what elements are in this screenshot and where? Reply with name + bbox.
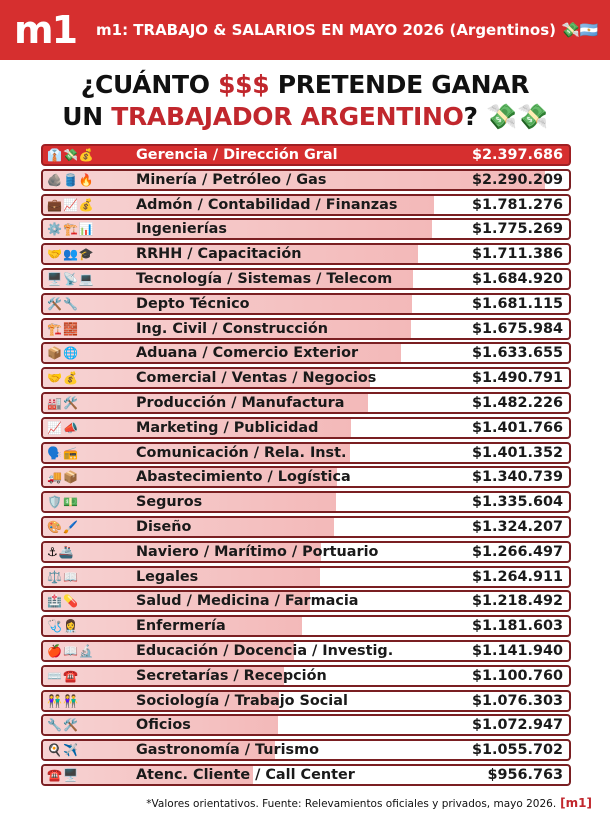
category-label: Sociología / Trabajo Social: [136, 692, 348, 709]
category-label: Ingenierías: [136, 221, 227, 238]
salary-value-label: $1.775.269: [471, 221, 563, 238]
salary-row: [41, 714, 571, 736]
salary-row: [41, 392, 571, 414]
salary-row: [41, 169, 571, 191]
category-icons: 🏗️🧱: [47, 321, 79, 336]
category-icons: 🖥️📡💻: [47, 271, 95, 286]
category-icons: ⚙️🏗️📊: [47, 222, 95, 237]
salary-row: [41, 566, 571, 588]
category-icons: 💼📈💰: [47, 197, 95, 212]
header-bar: [0, 0, 610, 60]
salary-value-label: $1.482.226: [471, 394, 563, 411]
headline-2-accent: TRABAJADOR ARGENTINO: [111, 102, 464, 131]
category-label: Salud / Medicina / Farmacia: [136, 593, 359, 610]
category-icons: 👫👫: [47, 693, 79, 708]
category-label: Minería / Petróleo / Gas: [136, 171, 327, 188]
category-icons: 🏭🛠️: [47, 395, 79, 410]
category-label: Atenc. Cliente / Call Center: [136, 766, 355, 783]
salary-row: [41, 466, 571, 488]
salary-value-label: $1.681.115: [471, 295, 563, 312]
category-label: Diseño: [136, 518, 192, 535]
category-label: Ing. Civil / Construcción: [136, 320, 328, 337]
category-icons: 🪨🛢️🔥: [47, 172, 95, 187]
salary-row: [41, 243, 571, 265]
salary-value-label: $1.781.276: [471, 196, 563, 213]
salary-row: [41, 491, 571, 513]
salary-value-label: $1.100.760: [471, 667, 563, 684]
salary-value-label: $1.141.940: [471, 642, 563, 659]
salary-value-label: $1.340.739: [471, 469, 563, 486]
category-label: Aduana / Comercio Exterior: [136, 345, 359, 362]
category-icons: 👔💸💰: [47, 148, 95, 162]
category-label: Naviero / Marítimo / Portuario: [136, 543, 379, 560]
salary-row: [41, 739, 571, 761]
category-icons: 🎨🖌️: [47, 519, 79, 534]
category-label: Depto Técnico: [136, 295, 250, 312]
salary-row: [41, 417, 571, 439]
salary-value-label: $2.290.209: [471, 171, 563, 188]
salary-row: [41, 144, 571, 166]
headline-2-prefix: UN: [62, 102, 112, 131]
salary-value-label: $2.397.686: [471, 147, 563, 163]
footnote-text: *Valores orientativos. Fuente: Relevamientos oficiales y privados, mayo 2026.: [146, 798, 557, 810]
category-label: Seguros: [136, 494, 203, 511]
salary-row: [41, 640, 571, 662]
category-icons: 🛡️💵: [47, 495, 79, 510]
salary-row: [41, 541, 571, 563]
salary-value-label: $1.072.947: [471, 717, 563, 734]
category-label: Tecnología / Sistemas / Telecom: [136, 270, 393, 287]
salary-value-label: $1.324.207: [471, 518, 563, 535]
m1-logo: m1: [14, 8, 77, 52]
category-label: Comunicación / Rela. Inst.: [136, 444, 347, 461]
category-label: Comercial / Ventas / Negocios: [136, 370, 377, 387]
salary-value-label: $1.218.492: [471, 593, 563, 610]
salary-row: [41, 218, 571, 240]
category-label: Admón / Contabilidad / Finanzas: [136, 196, 398, 213]
headline-1-suffix: PRETENDE GANAR: [269, 70, 530, 99]
footnote-brand: [m1]: [560, 796, 592, 810]
salary-value-label: $1.684.920: [471, 270, 563, 287]
salary-row: [41, 665, 571, 687]
salary-value-label: $1.490.791: [471, 370, 563, 387]
category-label: Producción / Manufactura: [136, 394, 345, 411]
headline-line-2: [0, 102, 610, 132]
category-icons: 🔧🛠️: [47, 718, 79, 733]
category-icons: 📦🌐: [47, 346, 79, 361]
category-icons: 🍳✈️: [47, 743, 79, 758]
salary-value-label: $1.401.352: [471, 444, 563, 461]
salary-value-label: $1.264.911: [471, 568, 563, 585]
salary-row: [41, 293, 571, 315]
header-title: m1: TRABAJO & SALARIOS EN MAYO 2026 (Argentinos) 💸🇦🇷: [96, 21, 599, 39]
salary-row: [41, 590, 571, 612]
salary-row: [41, 194, 571, 216]
footnote: [146, 795, 592, 811]
headline-line-1: [0, 70, 610, 99]
category-label: RRHH / Capacitación: [136, 246, 302, 263]
category-label: Secretarías / Recepción: [136, 667, 327, 684]
category-label: Oficios: [136, 717, 191, 734]
category-label: Abastecimiento / Logística: [136, 469, 351, 486]
salary-value-label: $1.633.655: [471, 345, 563, 362]
salary-row: [41, 516, 571, 538]
category-icons: ⚖️📖: [47, 569, 79, 584]
salary-value-label: $1.675.984: [471, 320, 563, 337]
category-icons: 🏥💊: [47, 594, 79, 609]
category-label: Marketing / Publicidad: [136, 419, 319, 436]
category-icons: 📈📣: [47, 420, 79, 435]
salary-row: [41, 690, 571, 712]
salary-value-label: $1.335.604: [471, 494, 563, 511]
salary-row: [41, 764, 571, 786]
category-icons: ⚓🚢: [47, 544, 75, 559]
salary-value-label: $1.401.766: [471, 419, 563, 436]
category-icons: ⌨️☎️: [47, 668, 79, 683]
salary-bar: [43, 220, 432, 238]
salary-bar-chart: [41, 144, 571, 789]
salary-row: [41, 442, 571, 464]
salary-value-label: $1.711.386: [471, 246, 563, 263]
category-label: Gastronomía / Turismo: [136, 742, 319, 759]
salary-row: [41, 342, 571, 364]
salary-row: [41, 318, 571, 340]
salary-row: [41, 367, 571, 389]
category-icons: 🗣️📻: [47, 445, 79, 460]
salary-value-label: $1.266.497: [471, 543, 563, 560]
category-label: Educación / Docencia / Investig.: [136, 642, 394, 659]
headline-1-accent: $$$: [218, 70, 270, 99]
salary-row: [41, 268, 571, 290]
salary-row: [41, 615, 571, 637]
salary-value-label: $956.763: [487, 766, 563, 783]
category-label: Gerencia / Dirección Gral: [136, 147, 338, 163]
headline-2-suffix: ? 💸💸: [463, 102, 548, 131]
category-icons: 🛠️🔧: [47, 296, 79, 311]
category-icons: 🩺👩‍⚕️: [47, 619, 79, 634]
category-label: Enfermería: [136, 618, 226, 635]
salary-value-label: $1.055.702: [471, 742, 563, 759]
category-label: Legales: [136, 568, 199, 585]
salary-value-label: $1.181.603: [471, 618, 563, 635]
category-icons: 🍎📖🔬: [47, 643, 95, 658]
salary-value-label: $1.076.303: [471, 692, 563, 709]
category-icons: 🤝👥🎓: [47, 247, 95, 262]
category-icons: 🤝💰: [47, 371, 79, 386]
category-icons: 🚚📦: [47, 470, 79, 485]
category-icons: ☎️🖥️: [47, 767, 79, 782]
headline-1-prefix: ¿CUÁNTO: [80, 70, 219, 99]
